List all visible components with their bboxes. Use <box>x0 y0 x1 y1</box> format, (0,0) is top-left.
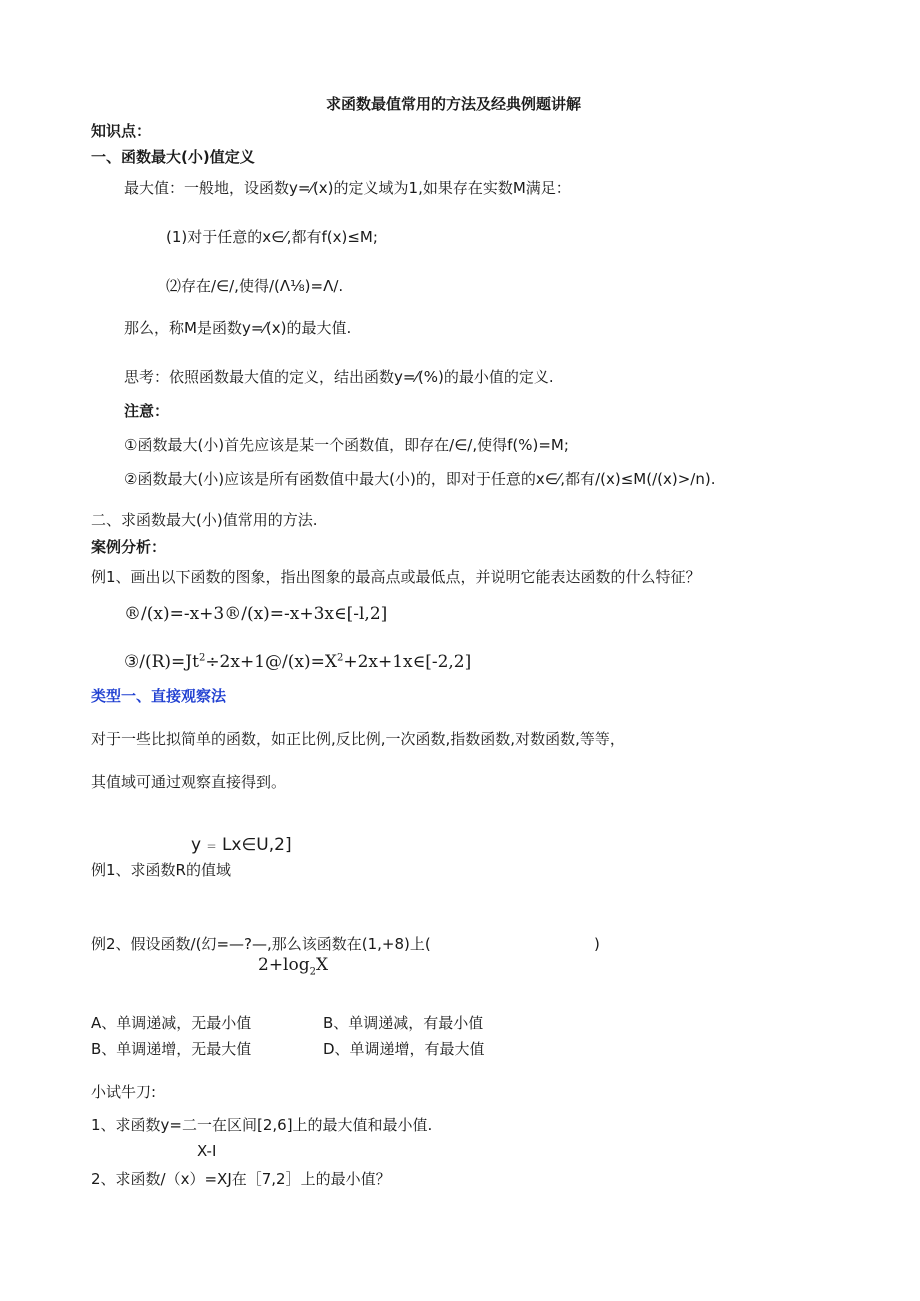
think-question: 思考：依照函数最大值的定义，结出函数y=⁄(%)的最小值的定义. <box>124 368 554 386</box>
practice-heading: 小试牛刀: <box>91 1083 157 1101</box>
example1-intro: 例1、画出以下函数的图象，指出图象的最高点或最低点，并说明它能表达函数的什么特征？ <box>91 568 701 586</box>
note-1: ①函数最大(小)首先应该是某一个函数值，即存在/∈/,使得f(%)=M; <box>124 436 569 454</box>
option-c: B、单调递增，无最大值 <box>91 1040 252 1058</box>
practice-2: 2、求函数/（x）=XJ在［7,2］上的最小值？ <box>91 1170 391 1188</box>
section1-heading: 一、函数最大(小)值定义 <box>91 148 255 166</box>
example1-formula: y = Lx∈U,2] <box>191 835 292 855</box>
then-statement: 那么，称M是函数y=⁄(x)的最大值. <box>124 319 352 337</box>
case-heading: 案例分析： <box>91 538 167 556</box>
example2-denominator: $2+\log_2X$ <box>258 955 329 978</box>
option-b: B、单调递减，有最小值 <box>323 1014 484 1032</box>
example2-text: 例2、假设函数/(幻=—?—,那么该函数在(1,+8)上( <box>91 935 431 953</box>
practice-1: 1、求函数y=二一在区间[2,6]上的最大值和最小值. <box>91 1116 433 1134</box>
type1-heading: 类型一、直接观察法 <box>91 687 227 705</box>
note-2: ②函数最大(小)应该是所有函数值中最大(小)的，即对于任意的x∈⁄,都有/(x)≤M(/(x)>∕n). <box>124 470 716 488</box>
example2-close-paren: ) <box>594 935 600 953</box>
condition-1: (1)对于任意的x∈⁄,都有f(x)≤M; <box>166 228 378 246</box>
condition-2: ⑵存在/∈/,使得/(Λ⅛)=Λ∕. <box>166 277 344 295</box>
formula-2: $③/(R)=Jt^2\div 2x+1@/(x)=X^2+2x+1x\in[-2,2]$ <box>124 652 472 672</box>
max-definition: 最大值：一般地，设函数y=⁄(x)的定义域为1,如果存在实数M满足： <box>124 179 571 197</box>
paragraph-2: 其值域可通过观察直接得到。 <box>91 773 287 791</box>
option-a: A、单调递减，无最小值 <box>91 1014 252 1032</box>
note-heading: 注意： <box>124 402 170 420</box>
option-d: D、单调递增，有最大值 <box>323 1040 485 1058</box>
formula-1: ®/(x)=-x+3®/(x)=-x+3x∈[-l,2] <box>124 604 388 624</box>
knowledge-heading: 知识点： <box>91 122 152 140</box>
paragraph-1: 对于一些比拟简单的函数，如正比例,反比例,一次函数,指数函数,对数函数,等等， <box>91 730 625 748</box>
example1-text: 例1、求函数R的值域 <box>91 861 231 879</box>
practice-1-denominator: X-I <box>197 1142 217 1160</box>
section2-heading: 二、求函数最大(小)值常用的方法. <box>91 511 318 529</box>
page-title: 求函数最值常用的方法及经典例题讲解 <box>326 95 582 113</box>
